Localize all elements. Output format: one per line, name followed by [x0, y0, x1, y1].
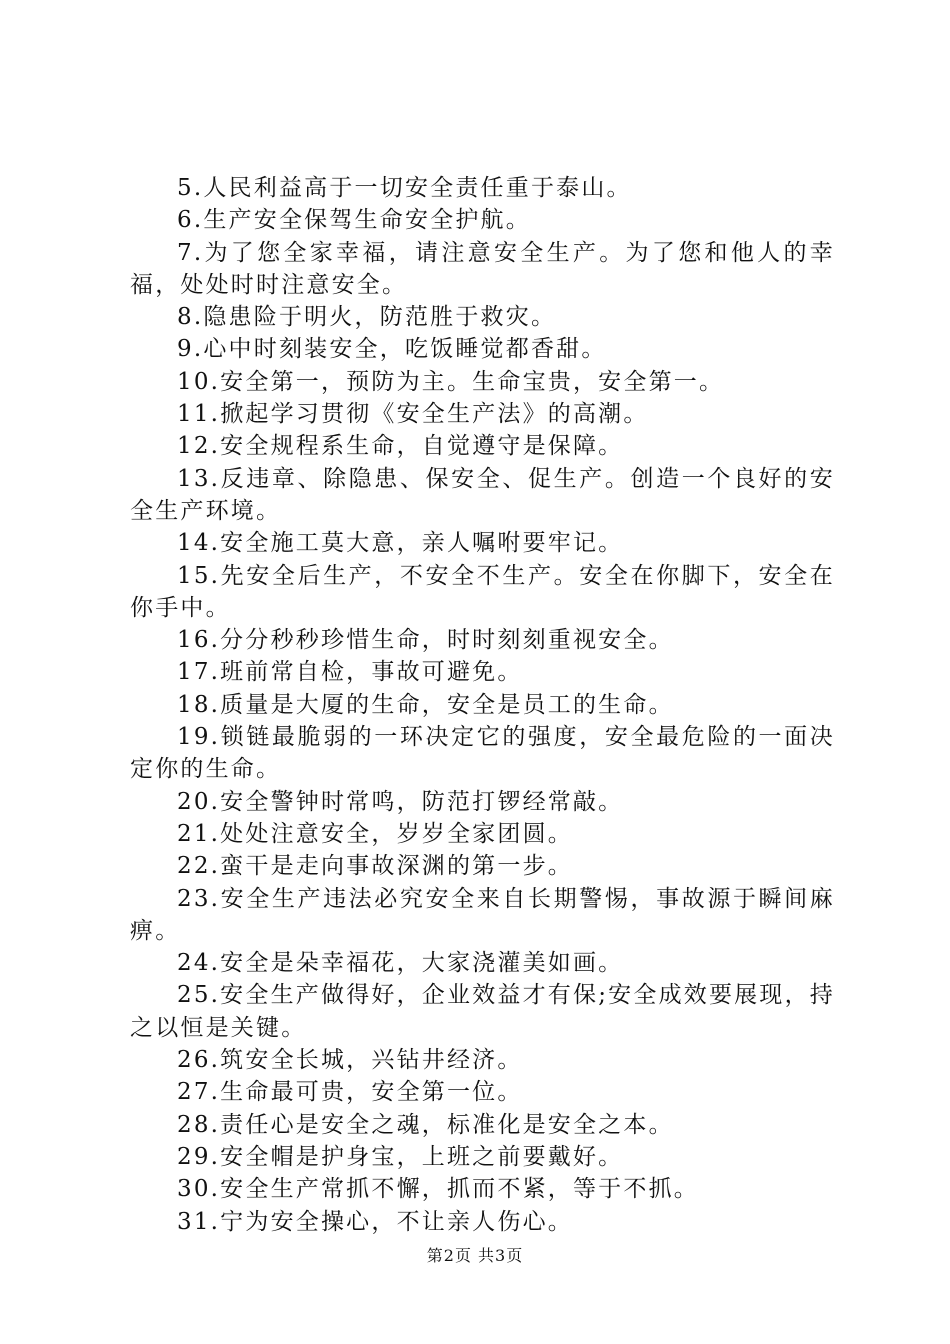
list-item: 26.筑安全长城，兴钻井经济。 — [177, 1047, 523, 1074]
list-item: 11.掀起学习贯彻《安全生产法》的高潮。 — [177, 401, 649, 428]
list-item: 27.生命最可贵，安全第一位。 — [177, 1079, 523, 1106]
list-item: 16.分分秒秒珍惜生命，时时刻刻重视安全。 — [177, 627, 674, 654]
list-item: 19.锁链最脆弱的一环决定它的强度，安全最危险的一面决定你的生命。 — [130, 724, 835, 783]
list-item: 25.安全生产做得好，企业效益才有保;安全成效要展现，持之以恒是关键。 — [130, 982, 835, 1041]
list-item: 15.先安全后生产，不安全不生产。安全在你脚下，安全在你手中。 — [130, 562, 835, 621]
list-item: 14.安全施工莫大意，亲人嘱咐要牢记。 — [177, 530, 624, 557]
list-item: 20.安全警钟时常鸣，防范打锣经常敲。 — [177, 788, 624, 815]
list-item: 17.班前常自检，事故可避免。 — [177, 659, 523, 686]
list-item: 6.生产安全保驾生命安全护航。 — [177, 207, 531, 234]
page-number-footer: 第2页 共3页 — [426, 1246, 524, 1265]
list-item: 21.处处注意安全，岁岁全家团圆。 — [177, 820, 573, 847]
list-item: 23.安全生产违法必究安全来自长期警惕，事故源于瞬间麻痹。 — [130, 885, 835, 944]
document-body — [130, 172, 835, 1238]
list-item: 28.责任心是安全之魂，标准化是安全之本。 — [177, 1111, 674, 1138]
list-item: 18.质量是大厦的生命，安全是员工的生命。 — [177, 691, 674, 718]
list-item: 8.隐患险于明火，防范胜于救灾。 — [177, 304, 557, 331]
list-item: 31.宁为安全操心，不让亲人伤心。 — [177, 1208, 573, 1235]
list-item: 30.安全生产常抓不懈，抓而不紧，等于不抓。 — [177, 1176, 699, 1203]
list-item: 7.为了您全家幸福，请注意安全生产。为了您和他人的幸福，处处时时注意安全。 — [130, 239, 835, 298]
list-item: 13.反违章、除隐患、保安全、促生产。创造一个良好的安全生产环境。 — [130, 465, 835, 524]
list-item: 24.安全是朵幸福花，大家浇灌美如画。 — [177, 950, 624, 977]
list-item: 22.蛮干是走向事故深渊的第一步。 — [177, 853, 573, 880]
list-item: 9.心中时刻装安全，吃饭睡觉都香甜。 — [177, 336, 607, 363]
list-item: 29.安全帽是护身宝，上班之前要戴好。 — [177, 1143, 624, 1170]
list-item: 12.安全规程系生命，自觉遵守是保障。 — [177, 433, 624, 460]
list-item: 10.安全第一，预防为主。生命宝贵，安全第一。 — [177, 368, 725, 395]
list-item: 5.人民利益高于一切安全责任重于泰山。 — [177, 175, 632, 201]
